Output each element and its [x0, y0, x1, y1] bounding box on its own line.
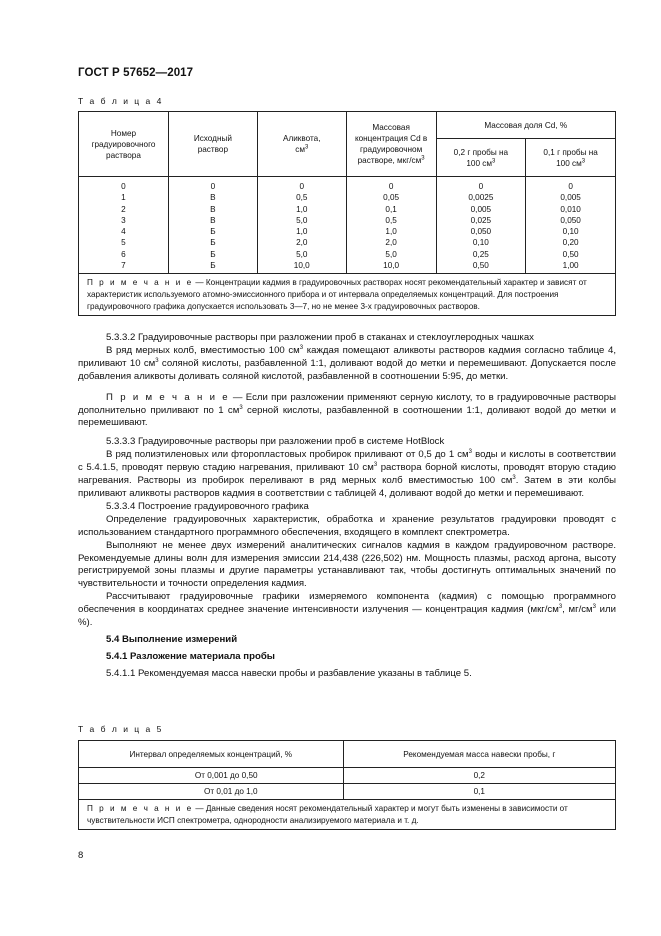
table-cell: 0 — [568, 182, 573, 191]
table-cell: 0,10 — [472, 238, 489, 248]
col-header-source: Исходный раствор — [168, 112, 257, 177]
column-sub2 — [526, 177, 616, 274]
table-cell: 2,0 — [385, 238, 397, 248]
table-cell: 7 — [121, 261, 126, 271]
table-cell: 0,005 — [470, 204, 492, 214]
table-cell: 0,1 — [385, 204, 397, 214]
table-cell: 3 — [121, 215, 126, 225]
table-cell: 4 — [121, 227, 126, 237]
t5-col2-header: Рекомендуемая масса навески пробы, г — [343, 741, 615, 768]
table-cell: 0,50 — [472, 261, 489, 271]
p5334-para2: Выполняют не менее двух измерений аналитических сигналов кадмия в каждом градуировочном растворе. Рекомендуемые длины волн для измерения эмиссии 214,438 (226,502) нм. Мощность плазмы, расход аргона, высоту регистрируемой зоны плазмы и другие параметры устанавливают так, чтобы достигнуть оптимальных значений по чувствительности и точности определения кадмия. — [78, 539, 616, 590]
table-cell: Б — [210, 238, 216, 248]
p5333-text: В ряд полиэтиленовых или фторопластовых пробирок приливают от 0,5 до 1 $см^3$ воды и кислоты в соответствии с 5.4.1.5, проводят первую стадию нагревания, приливают 10 $см^3$ раствора борной кислоты, проводят вторую стадию нагревания. Растворы из пробирок переливают в ряд мерных колб вместимостью 100 $см^3$. Затем в эти колбы приливают аликвоты растворов кадмия в соответствии с таблицей 4, доливают водой до метки и перемешивают. — [78, 449, 617, 499]
p5411: 5.4.1.1 Рекомендуемая масса навески пробы и разбавление указаны в таблице 5. — [106, 667, 472, 679]
col-header-mass-fraction: Массовая доля Cd, % — [436, 112, 615, 139]
table-cell: 0,5 — [296, 193, 308, 203]
table-row: От 0,001 до 0,50 0,2 — [79, 768, 616, 784]
table-row: От 0,01 до 1,0 0,1 — [79, 784, 616, 800]
column-sub1 — [436, 177, 526, 274]
table4-caption: Т а б л и ц а 4 — [78, 96, 164, 106]
table-cell: В — [210, 193, 216, 203]
table-cell: 0 — [121, 182, 126, 191]
table-cell: Б — [210, 261, 216, 271]
col-header-sub2: 0,1 г пробы на 100 $см^3$ — [526, 139, 616, 177]
table-cell: 6 — [121, 249, 126, 259]
table-cell: 0 — [388, 182, 394, 191]
p5334-para1: Определение градуировочных характеристик, обработка и хранение результатов градуировки проводят с использованием стандартного программного обеспечения, входящего в комплект спектрометра. — [78, 513, 616, 538]
table-cell: 0 — [210, 182, 216, 191]
heading-5-4-1: 5.4.1 Разложение материала пробы — [106, 650, 275, 662]
table-cell: 1 — [121, 193, 126, 203]
table-cell: 0,050 — [470, 227, 492, 237]
col-header-number: Номер градуировочного раствора — [79, 112, 169, 177]
p5334-title: 5.3.3.4 Построение градуировочного графика — [106, 500, 309, 512]
table-cell: Б — [210, 249, 216, 259]
heading-5-4: 5.4 Выполнение измерений — [106, 633, 238, 645]
table-cell: 0,20 — [562, 238, 579, 248]
table-5 — [78, 740, 616, 830]
p5334-para3: Рассчитывают градуировочные графики измеряемого компонента (кадмия) с помощью программного обеспечения в координатах среднее значение интенсивности излучения — концентрация кадмия ($мкг/см^3$, $мг/см^3$ или %). — [78, 591, 616, 629]
table5-note: П р и м е ч а н и е — Данные сведения носят рекомендательный характер и могут быть изменены в зависимости от чувствительности ИСП спектрометра, однородности анализируемого материала и т. д. — [79, 800, 616, 830]
table-cell: В — [210, 204, 216, 214]
col-header-mass-conc: Массовая концентрация Cd в градуировочном растворе, мкг/$см^3$ — [346, 112, 436, 177]
table-cell: В — [210, 215, 216, 225]
column-aliquot — [257, 177, 346, 274]
table-cell: 5,0 — [385, 249, 397, 259]
table-cell: 0,050 — [560, 215, 581, 225]
col-header-aliquot: Аликвота, $см^3$ — [257, 112, 346, 177]
table-cell: 0,05 — [383, 193, 400, 203]
column-source — [168, 177, 257, 274]
table-cell: 5,0 — [296, 215, 308, 225]
table-cell: 0,025 — [470, 215, 492, 225]
table-cell: 5 — [121, 238, 126, 248]
table-cell: 0,010 — [560, 204, 581, 214]
table-cell: 0,5 — [385, 215, 397, 225]
column-mass-conc — [346, 177, 436, 274]
table-cell: 10,0 — [383, 261, 400, 271]
table-cell: 2,0 — [296, 238, 308, 248]
page-number: 8 — [78, 850, 84, 861]
t5-col1-header: Интервал определяемых концентраций, % — [79, 741, 344, 768]
table-cell: 1,0 — [296, 227, 308, 237]
table-cell: 1,0 — [296, 204, 308, 214]
table-cell: Б — [210, 227, 216, 237]
p5333-title: 5.3.3.3 Градуировочные растворы при разложении проб в системе HotBlock — [106, 436, 445, 448]
col-header-sub1: 0,2 г пробы на 100 $см^3$ — [436, 139, 526, 177]
p5332-text: В ряд мерных колб, вместимостью 100 $см^3$ каждая помещают аликвоты растворов кадмия согласно таблице 4, приливают 10 $см^3$ соляной кислоты, разбавленной 1:1, доливают водой до метки и перемешивают. Допускается после добавления аликвоты доливать соляной кислотой, разбавленной в соотношении 5:95, до метки. — [78, 344, 617, 382]
document-header: ГОСТ Р 57652—2017 — [78, 67, 194, 79]
table-cell: 5,0 — [296, 249, 308, 259]
table-cell: 1,0 — [385, 227, 397, 237]
table-cell: 0,0025 — [468, 193, 494, 203]
table-4 — [78, 111, 616, 316]
table-cell: 0,50 — [562, 249, 579, 259]
table-cell: 1,00 — [562, 261, 579, 271]
note2: П р и м е ч а н и е — Если при разложении применяют серную кислоту, то в градуировочные растворы дополнительно приливают по 1 $см^3$ серной кислоты, разбавленной в соотношении 1:1, доливают водой до метки и перемешивают. — [78, 391, 617, 429]
table-cell: 0,25 — [472, 249, 489, 259]
column-number — [79, 177, 169, 274]
table-cell: 10,0 — [293, 261, 310, 271]
table4-note: П р и м е ч а н и е — Концентрации кадмия в градуировочных растворах носят рекомендательный характер и зависят от характеристик используемого атомно-эмиссионного прибора и от интервала определяемых концентраций. Для построения градуировочного графика допускается использовать 3—7, но не менее 3-х градуировочных растворов. — [79, 274, 616, 316]
table-cell: 0 — [299, 182, 305, 191]
table-cell: 0,10 — [562, 227, 579, 237]
p5332-title: 5.3.3.2 Градуировочные растворы при разложении проб в стаканах и стеклоуглеродных чашках — [106, 332, 534, 343]
table-cell: 0 — [478, 182, 484, 191]
main-text — [78, 332, 616, 681]
table-cell: 0,005 — [560, 193, 581, 203]
table-cell: 2 — [121, 204, 126, 214]
table5-caption: Т а б л и ц а 5 — [78, 724, 164, 734]
